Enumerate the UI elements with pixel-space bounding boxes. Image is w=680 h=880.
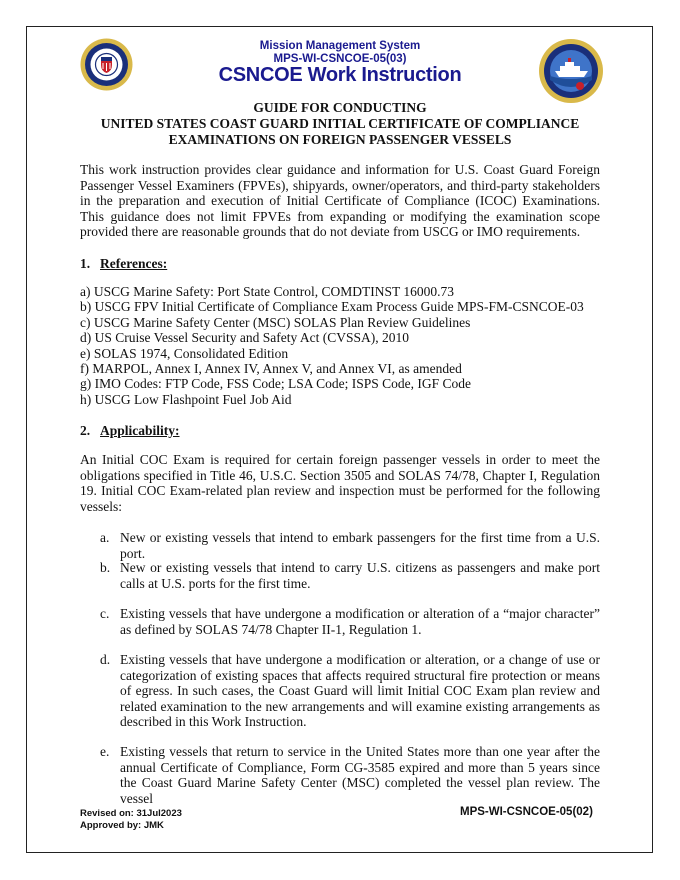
applicability-paragraph: An Initial COC Exam is required for certain foreign passenger vessels in order to meet the obligations specified in Title 46, U.S.C. Section 3505 and SOLAS 74/78, Chapter I, Regulation 19. Initial COC Exam-related plan review and inspection must be performed for the following vessels: bbox=[80, 452, 600, 514]
list-item-text: Existing vessels that return to service in the United States more than one year after the annual Certificate of Compliance, Form CG-3585 expired and more than 5 years since the Coast Guard Marine Safety Center (MSC) completed the vessel plan review. The vessel bbox=[120, 744, 600, 806]
references-number: 1. bbox=[80, 256, 91, 271]
applicability-number: 2. bbox=[80, 423, 91, 438]
reference-item: c) USCG Marine Safety Center (MSC) SOLAS Plan Review Guidelines bbox=[80, 314, 471, 330]
list-item-letter: e. bbox=[100, 744, 110, 759]
list-item-text: Existing vessels that have undergone a modification or alteration, or a change of use or categorization of existing spaces that affects required structural fire protection or means of egress. In such cases, the Coast Guard will limit Initial COC Exam plan review and related examination to the new arrangements and will examine existing arrangements as described in this Work Instruction. bbox=[120, 652, 600, 729]
revised-date: Revised on: 31Jul2023 bbox=[80, 808, 182, 819]
reference-item: b) USCG FPV Initial Certificate of Compliance Exam Process Guide MPS-FM-CSNCOE-03 bbox=[80, 299, 584, 315]
list-item-text: New or existing vessels that intend to embark passengers for the first time from a U.S. port. bbox=[120, 530, 600, 561]
document-number: MPS-WI-CSNCOE-05(03) bbox=[273, 53, 407, 65]
approved-by: Approved by: JMK bbox=[80, 820, 164, 831]
references-list bbox=[80, 284, 620, 407]
applicability-label: Applicability: bbox=[100, 423, 180, 438]
system-name: Mission Management System bbox=[259, 40, 421, 52]
list-item-letter: d. bbox=[100, 652, 111, 667]
reference-item: a) USCG Marine Safety: Port State Control, COMDTINST 16000.73 bbox=[80, 284, 454, 299]
guide-title-line-2: UNITED STATES COAST GUARD INITIAL CERTIFICATE OF COMPLIANCE bbox=[100, 116, 580, 131]
references-heading bbox=[80, 256, 167, 272]
reference-item: h) USCG Low Flashpoint Fuel Job Aid bbox=[80, 391, 292, 407]
references-label: References: bbox=[100, 256, 168, 271]
reference-item: e) SOLAS 1974, Consolidated Edition bbox=[80, 345, 289, 361]
list-item bbox=[100, 652, 600, 730]
footer-document-id: MPS-WI-CSNCOE-05(02) bbox=[460, 806, 593, 818]
list-item-letter: b. bbox=[100, 560, 111, 575]
intro-paragraph: This work instruction provides clear guidance and information for U.S. Coast Guard Foreign Passenger Vessel Examiners (FPVEs), shipyards, owner/operators, and third-party stakeholders in the preparation and execution of Initial Certificate of Compliance (ICOC) Examinations. This guidance does not limit FPVEs from expanding or modifying the examination scope provided there are reasonable grounds that do not deviate from USCG or IMO requirements. bbox=[80, 162, 600, 239]
guide-title-line-1: GUIDE FOR CONDUCTING bbox=[253, 100, 427, 115]
list-item bbox=[100, 606, 600, 637]
list-item-letter: a. bbox=[100, 530, 110, 545]
list-item bbox=[100, 560, 600, 591]
applicability-heading bbox=[80, 423, 180, 439]
list-item bbox=[100, 744, 600, 806]
reference-item: g) IMO Codes: FTP Code, FSS Code; LSA Code; ISPS Code, IGF Code bbox=[80, 376, 472, 392]
guide-title-line-3: EXAMINATIONS ON FOREIGN PASSENGER VESSELS bbox=[168, 132, 512, 147]
list-item-letter: c. bbox=[100, 606, 110, 621]
reference-item: f) MARPOL, Annex I, Annex IV, Annex V, and Annex VI, as amended bbox=[80, 361, 462, 377]
list-item-text: Existing vessels that have undergone a modification or alteration of a “major character” as defined by SOLAS 74/78 Chapter II-1, Regulation 1. bbox=[120, 606, 600, 637]
page-title: CSNCOE Work Instruction bbox=[218, 64, 462, 86]
list-item bbox=[100, 530, 600, 561]
reference-item: d) US Cruise Vessel Security and Safety Act (CVSSA), 2010 bbox=[80, 330, 409, 346]
list-item-text: New or existing vessels that intend to carry U.S. citizens as passengers and make port calls at U.S. ports for the first time. bbox=[120, 560, 600, 591]
